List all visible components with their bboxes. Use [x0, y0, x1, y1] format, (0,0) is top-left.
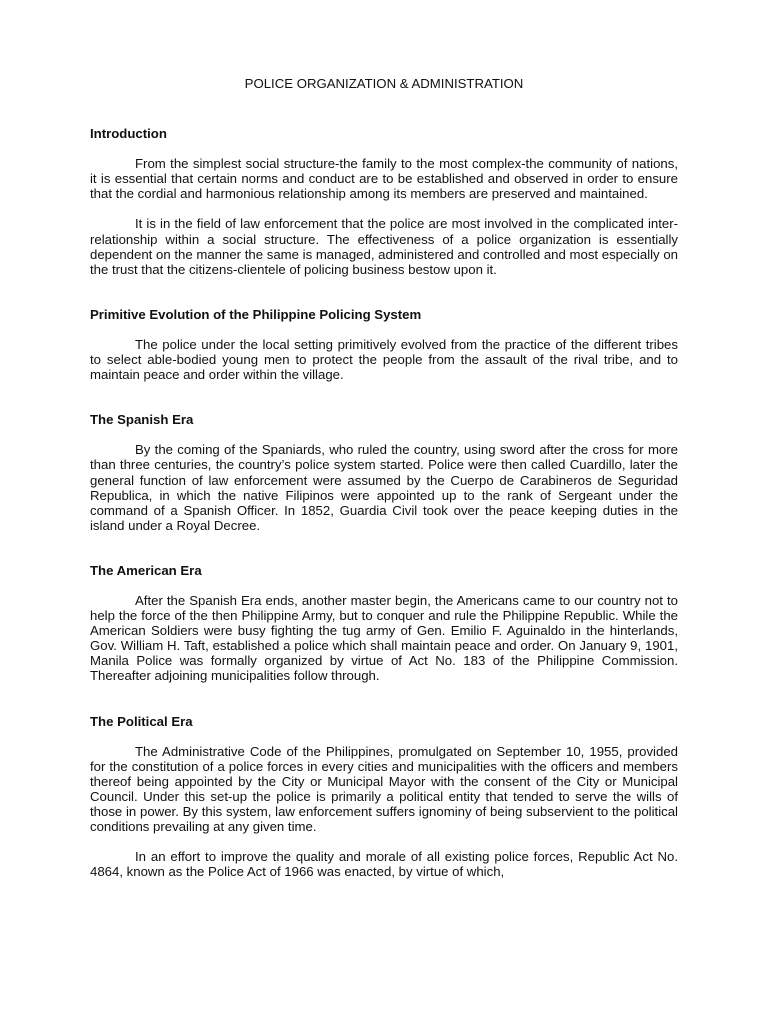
paragraph-political-era-2: In an effort to improve the quality and morale of all existing police forces, Republic Act No. 4864, known as the Police Act of 1966 was enacted, by virtue of which, — [90, 849, 678, 880]
document-title: POLICE ORGANIZATION & ADMINISTRATION — [244, 76, 524, 91]
section-heading-american-era: The American Era — [90, 562, 202, 578]
document-page — [90, 76, 678, 894]
paragraph-political-era-1: The Administrative Code of the Philippines, promulgated on September 10, 1955, provided for the constitution of a police forces in every cities and municipalities with the officers and members thereof being appointed by the City or Municipal Mayor with the consent of the City or Municipal Council. Under this set-up the police is primarily a political entity that tended to serve the wills of those in power. By this system, law enforcement suffers ignominy of being subservient to the political conditions prevailing at any given time. — [90, 743, 678, 835]
paragraph-primitive-evolution-1: The police under the local setting primitively evolved from the practice of the different tribes to select able-bodied young men to protect the people from the assault of the rival tribe, and to maintain peace and order within the village. — [90, 336, 678, 383]
section-heading-spanish-era: The Spanish Era — [90, 412, 194, 428]
section-heading-political-era: The Political Era — [90, 713, 193, 729]
section-heading-primitive-evolution: Primitive Evolution of the Philippine Policing System — [90, 306, 422, 322]
section-heading-introduction: Introduction — [90, 126, 167, 142]
paragraph-spanish-era-1: By the coming of the Spaniards, who ruled the country, using sword after the cross for more than three centuries, the country’s police system started. Police were then called Cuardillo, later the general function of law enforcement were assumed by the Cuerpo de Carabineros de Seguridad Republica, in which the native Filipinos were appointed up to the rank of Sergeant under the command of a Spanish Officer. In 1852, Guardia Civil took over the peace keeping duties in the island under a Royal Decree. — [90, 442, 678, 533]
paragraph-american-era-1: After the Spanish Era ends, another master begin, the Americans came to our country not to help the force of the then Philippine Army, but to conquer and rule the Philippine Republic. While the American Soldiers were busy fighting the tug army of Gen. Emilio F. Aguinaldo in the hinterlands, Gov. William H. Taft, established a police which shall maintain peace and order. On January 9, 1901, Manila Police was formally organized by virtue of Act No. 183 of the Philippine Commission. Thereafter adjoining municipalities follow through. — [90, 592, 678, 684]
paragraph-introduction-2: It is in the field of law enforcement that the police are most involved in the complicated inter-relationship within a social structure. The effectiveness of a police organization is essentially dependent on the manner the same is managed, administered and controlled and most especially on the trust that the citizens-clientele of policing business bestow upon it. — [90, 216, 678, 277]
paragraph-introduction-1: From the simplest social structure-the family to the most complex-the community of nations, it is essential that certain norms and conduct are to be established and observed in order to ensure that the cordial and harmonious relationship among its members are preserved and maintained. — [90, 156, 678, 202]
